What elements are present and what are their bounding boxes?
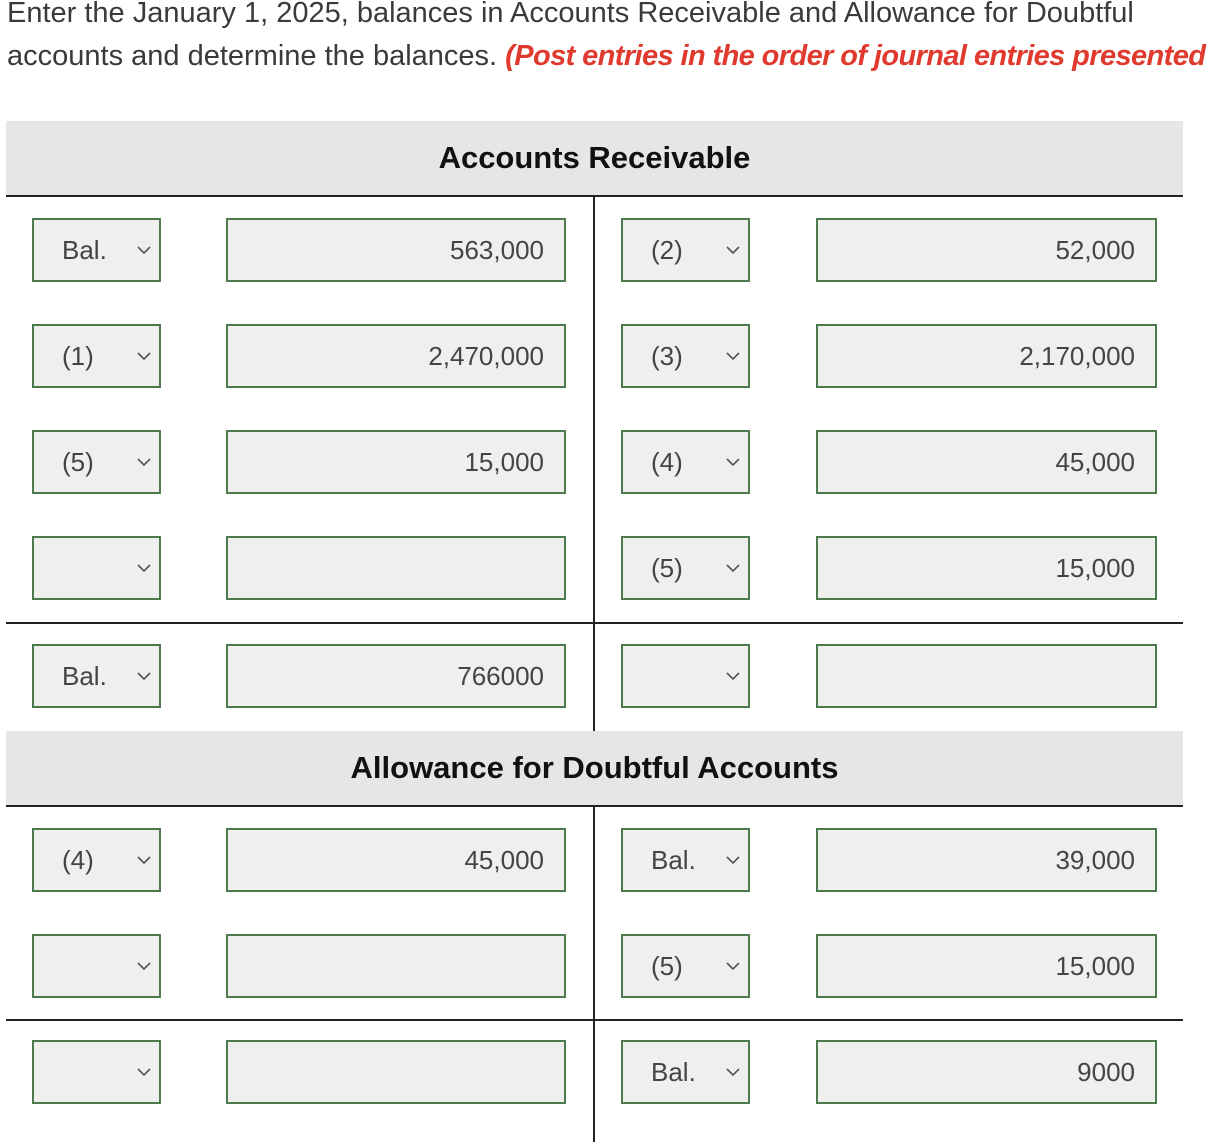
ar-credit-ref-select-4[interactable]: (5)	[621, 536, 750, 600]
chevron-down-icon	[725, 454, 741, 470]
t-account-accounts-receivable	[6, 121, 1183, 731]
ar-credit-amount-input-4[interactable]: 15,000	[816, 536, 1157, 600]
chevron-down-icon	[136, 348, 152, 364]
instructions-line-2	[7, 35, 1214, 78]
chevron-down-icon	[725, 958, 741, 974]
chevron-down-icon	[725, 242, 741, 258]
chevron-down-icon	[136, 560, 152, 576]
ar-debit-ref-select-2[interactable]: (1)	[32, 324, 161, 388]
ar-debit-amount-input-2[interactable]: 2,470,000	[226, 324, 566, 388]
ar-credit-ref-select-2[interactable]: (3)	[621, 324, 750, 388]
ar-credit-amount-input-2[interactable]: 2,170,000	[816, 324, 1157, 388]
balance-divider	[6, 622, 1183, 624]
ar-credit-amount-input-3[interactable]: 45,000	[816, 430, 1157, 494]
ada-balance-credit-ref-select[interactable]: Bal.	[621, 1040, 750, 1104]
ar-credit-amount-input-1[interactable]: 52,000	[816, 218, 1157, 282]
chevron-down-icon	[136, 1064, 152, 1080]
ar-balance-credit-amount-input[interactable]	[816, 644, 1157, 708]
chevron-down-icon	[725, 852, 741, 868]
instructions-line-1: Enter the January 1, 2025, balances in Accounts Receivable and Allowance for Doubtful	[7, 0, 1134, 29]
balance-divider	[6, 1019, 1183, 1021]
ar-debit-amount-input-1[interactable]: 563,000	[226, 218, 566, 282]
ada-debit-ref-select-2[interactable]	[32, 934, 161, 998]
ar-debit-amount-input-3[interactable]: 15,000	[226, 430, 566, 494]
instructions-emphasis: (Post entries in the order of journal entries presented	[505, 40, 1206, 72]
t-account-body	[6, 197, 1183, 731]
chevron-down-icon	[136, 242, 152, 258]
ada-balance-credit-amount-input[interactable]: 9000	[816, 1040, 1157, 1104]
ar-credit-ref-select-1[interactable]: (2)	[621, 218, 750, 282]
ada-credit-ref-select-2[interactable]: (5)	[621, 934, 750, 998]
ar-balance-debit-amount-input[interactable]: 766000	[226, 644, 566, 708]
ada-debit-amount-input-2[interactable]	[226, 934, 566, 998]
chevron-down-icon	[136, 454, 152, 470]
ar-debit-ref-select-3[interactable]: (5)	[32, 430, 161, 494]
ar-balance-debit-ref-select[interactable]: Bal.	[32, 644, 161, 708]
ada-debit-ref-select-1[interactable]: (4)	[32, 828, 161, 892]
t-account-title: Accounts Receivable	[6, 121, 1183, 197]
ar-credit-ref-select-3[interactable]: (4)	[621, 430, 750, 494]
t-vertical-divider	[593, 197, 595, 731]
chevron-down-icon	[725, 1064, 741, 1080]
chevron-down-icon	[136, 668, 152, 684]
ada-balance-debit-amount-input[interactable]	[226, 1040, 566, 1104]
ar-debit-ref-select-4[interactable]	[32, 536, 161, 600]
chevron-down-icon	[725, 560, 741, 576]
chevron-down-icon	[136, 852, 152, 868]
instructions	[7, 0, 1214, 78]
t-account-allowance-doubtful-accounts	[6, 731, 1183, 1142]
chevron-down-icon	[136, 958, 152, 974]
chevron-down-icon	[725, 348, 741, 364]
ar-debit-ref-select-1[interactable]: Bal.	[32, 218, 161, 282]
t-account-title: Allowance for Doubtful Accounts	[6, 731, 1183, 807]
ada-debit-amount-input-1[interactable]: 45,000	[226, 828, 566, 892]
ada-balance-debit-ref-select[interactable]	[32, 1040, 161, 1104]
ar-debit-amount-input-4[interactable]	[226, 536, 566, 600]
instructions-text: accounts and determine the balances.	[7, 40, 498, 72]
t-vertical-divider	[593, 807, 595, 1142]
ar-balance-credit-ref-select[interactable]	[621, 644, 750, 708]
ada-credit-amount-input-2[interactable]: 15,000	[816, 934, 1157, 998]
ada-credit-amount-input-1[interactable]: 39,000	[816, 828, 1157, 892]
t-account-body	[6, 807, 1183, 1142]
chevron-down-icon	[725, 668, 741, 684]
ada-credit-ref-select-1[interactable]: Bal.	[621, 828, 750, 892]
